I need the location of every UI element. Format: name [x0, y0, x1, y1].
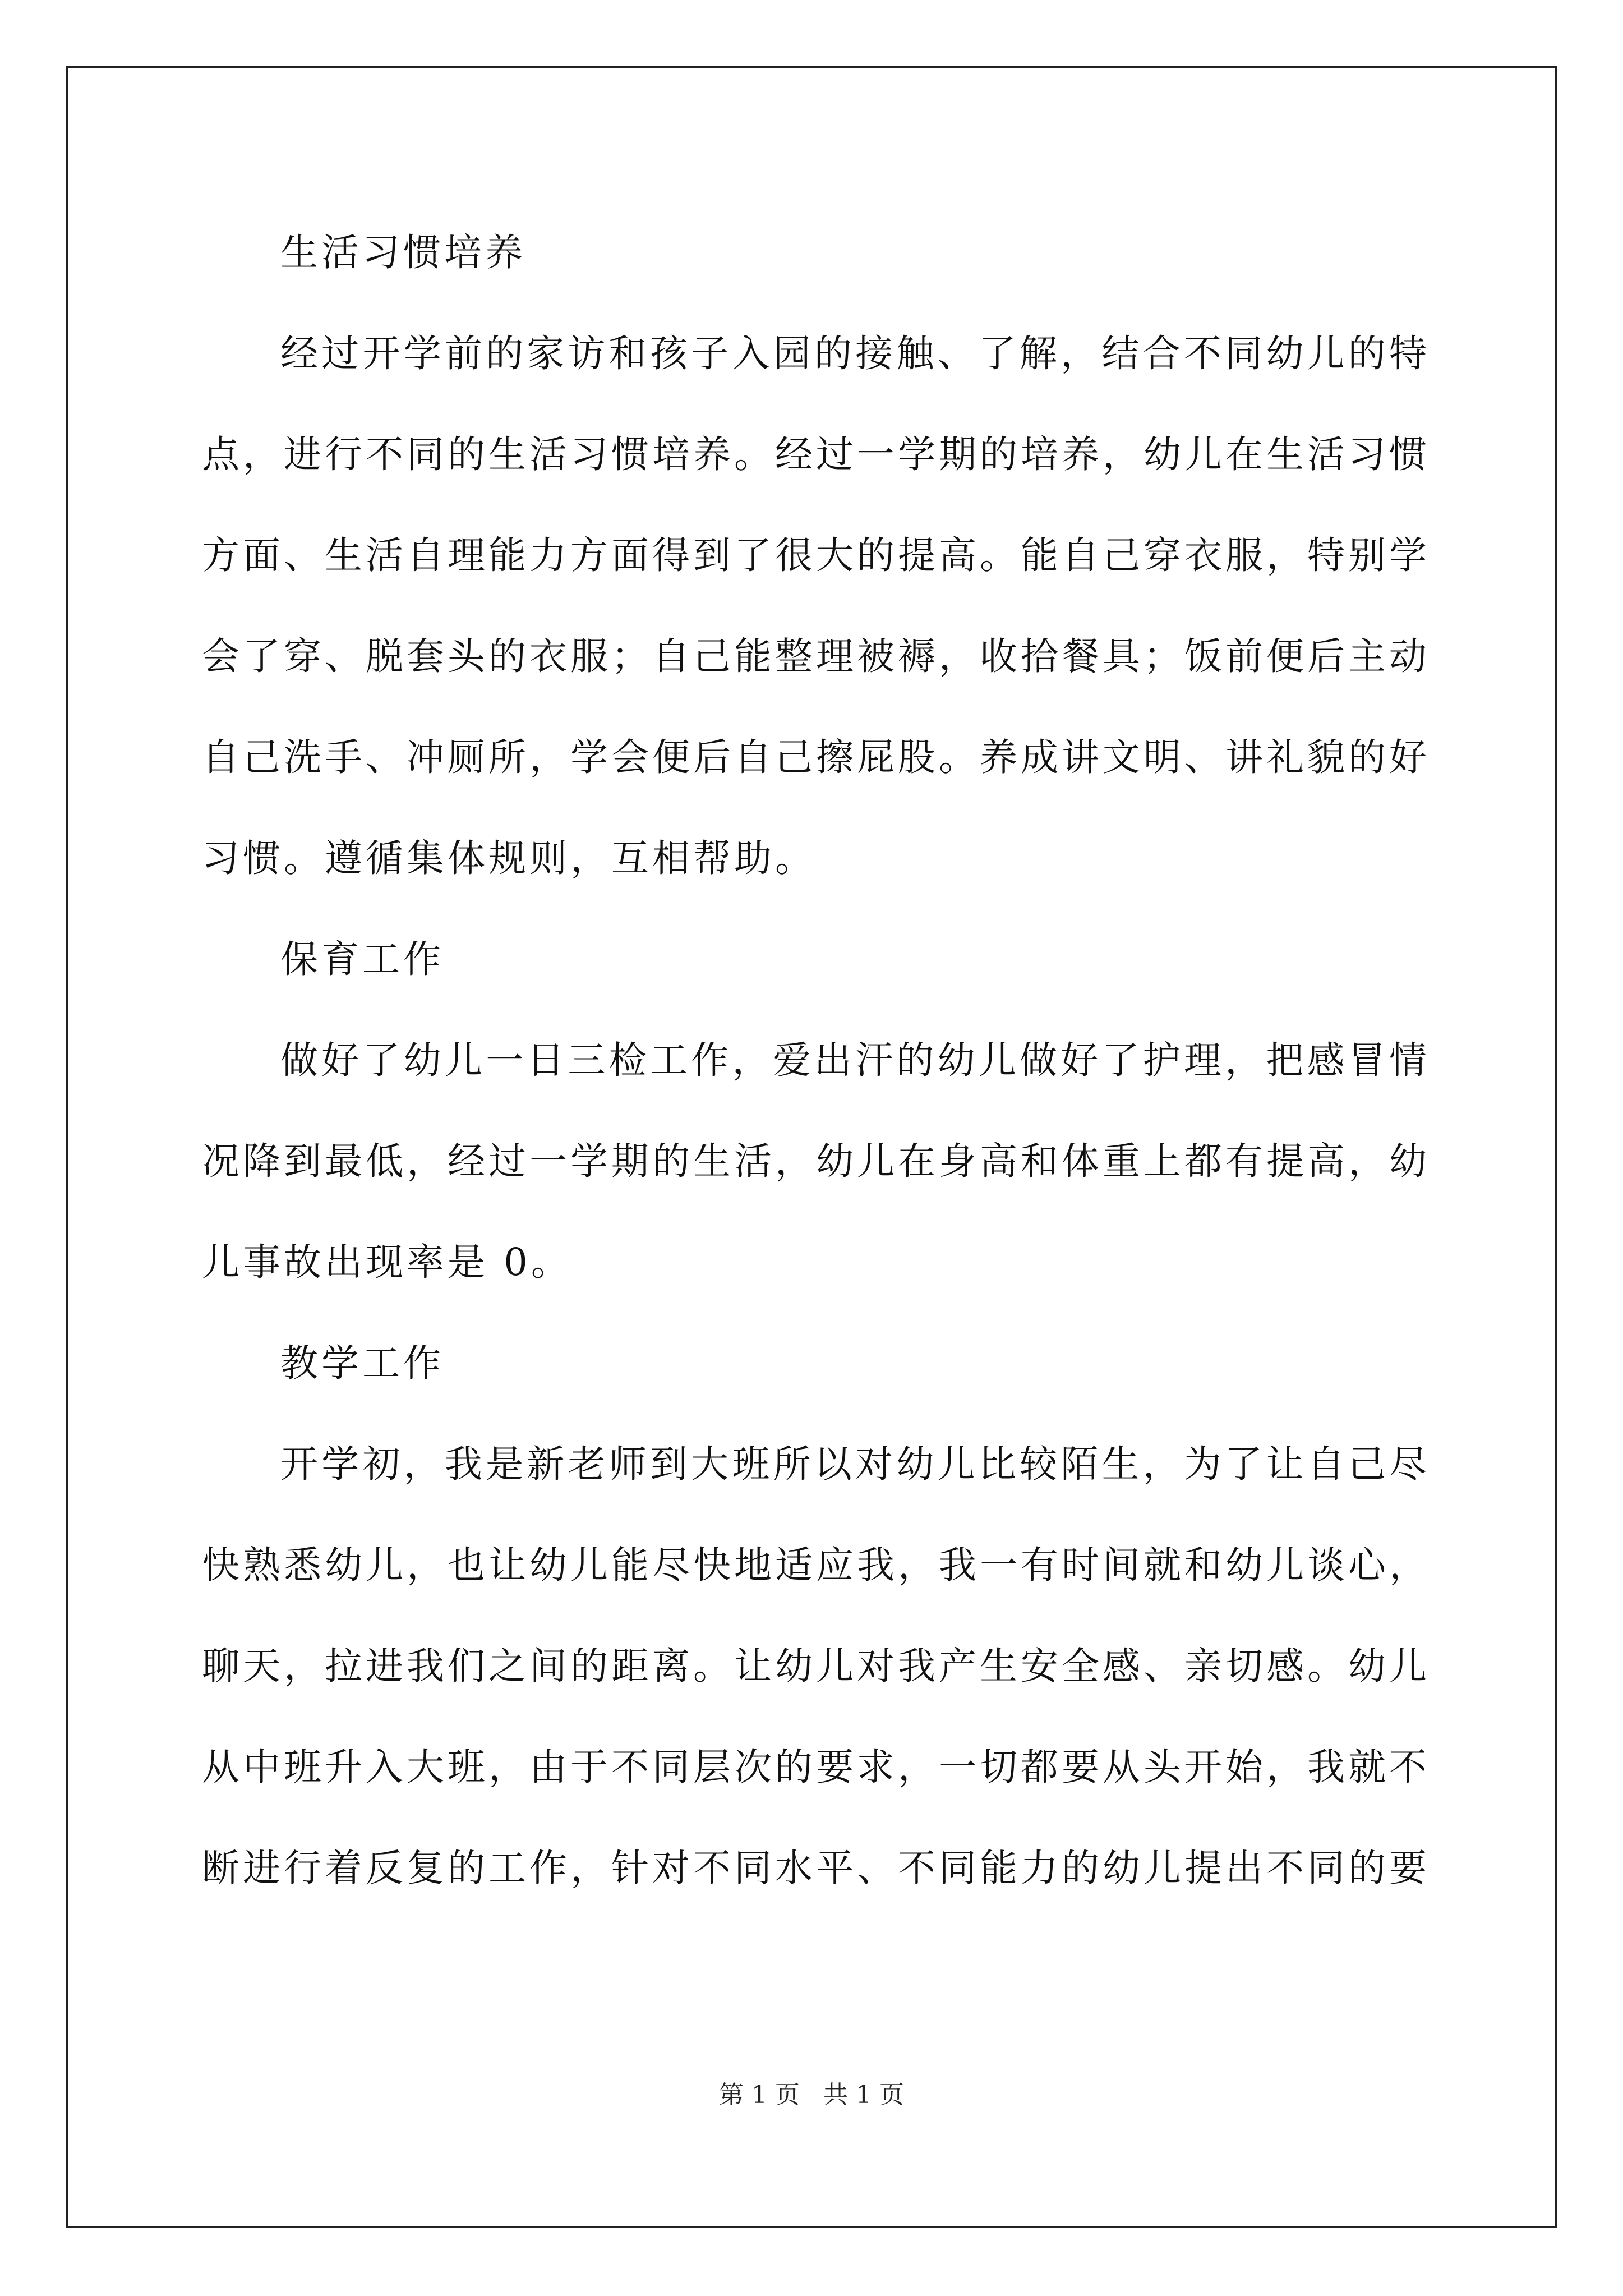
paragraph-line: 习惯。遵循集体规则，互相帮助。 — [202, 836, 816, 880]
paragraph-line: 点，进行不同的生活习惯培养。经过一学期的培养，幼儿在生活习惯 — [202, 432, 1430, 476]
paragraph-line: 快熟悉幼儿，也让幼儿能尽快地适应我，我一有时间就和幼儿谈心， — [202, 1543, 1430, 1587]
paragraph-line: 经过开学前的家访和孩子入园的接触、了解，结合不同幼儿的特 — [280, 332, 1430, 375]
paragraph-line: 从中班升入大班，由于不同层次的要求，一切都要从头开始，我就不 — [202, 1745, 1430, 1789]
page-number-footer: 第 1 页 共 1 页 — [719, 2081, 904, 2109]
section-heading: 保育工作 — [280, 937, 444, 981]
section-heading: 生活习惯培养 — [280, 231, 526, 274]
paragraph-line: 断进行着反复的工作，针对不同水平、不同能力的幼儿提出不同的要 — [202, 1846, 1430, 1890]
section-heading: 教学工作 — [280, 1341, 444, 1385]
paragraph-line: 况降到最低，经过一学期的生活，幼儿在身高和体重上都有提高，幼 — [202, 1139, 1430, 1183]
paragraph-line: 聊天，拉进我们之间的距离。让幼儿对我产生安全感、亲切感。幼儿 — [202, 1644, 1430, 1688]
paragraph-line: 开学初，我是新老师到大班所以对幼儿比较陌生，为了让自己尽 — [280, 1442, 1430, 1486]
document-body — [202, 202, 1430, 1918]
paragraph-line: 自己洗手、冲厕所，学会便后自己擦屁股。养成讲文明、讲礼貌的好 — [202, 735, 1430, 779]
paragraph-line: 做好了幼儿一日三检工作，爱出汗的幼儿做好了护理，把感冒情 — [280, 1038, 1430, 1082]
paragraph-line: 儿事故出现率是 0。 — [202, 1240, 572, 1284]
paragraph-line: 会了穿、脱套头的衣服；自己能整理被褥，收拾餐具；饭前便后主动 — [202, 634, 1430, 678]
paragraph-line: 方面、生活自理能力方面得到了很大的提高。能自己穿衣服，特别学 — [202, 533, 1430, 577]
